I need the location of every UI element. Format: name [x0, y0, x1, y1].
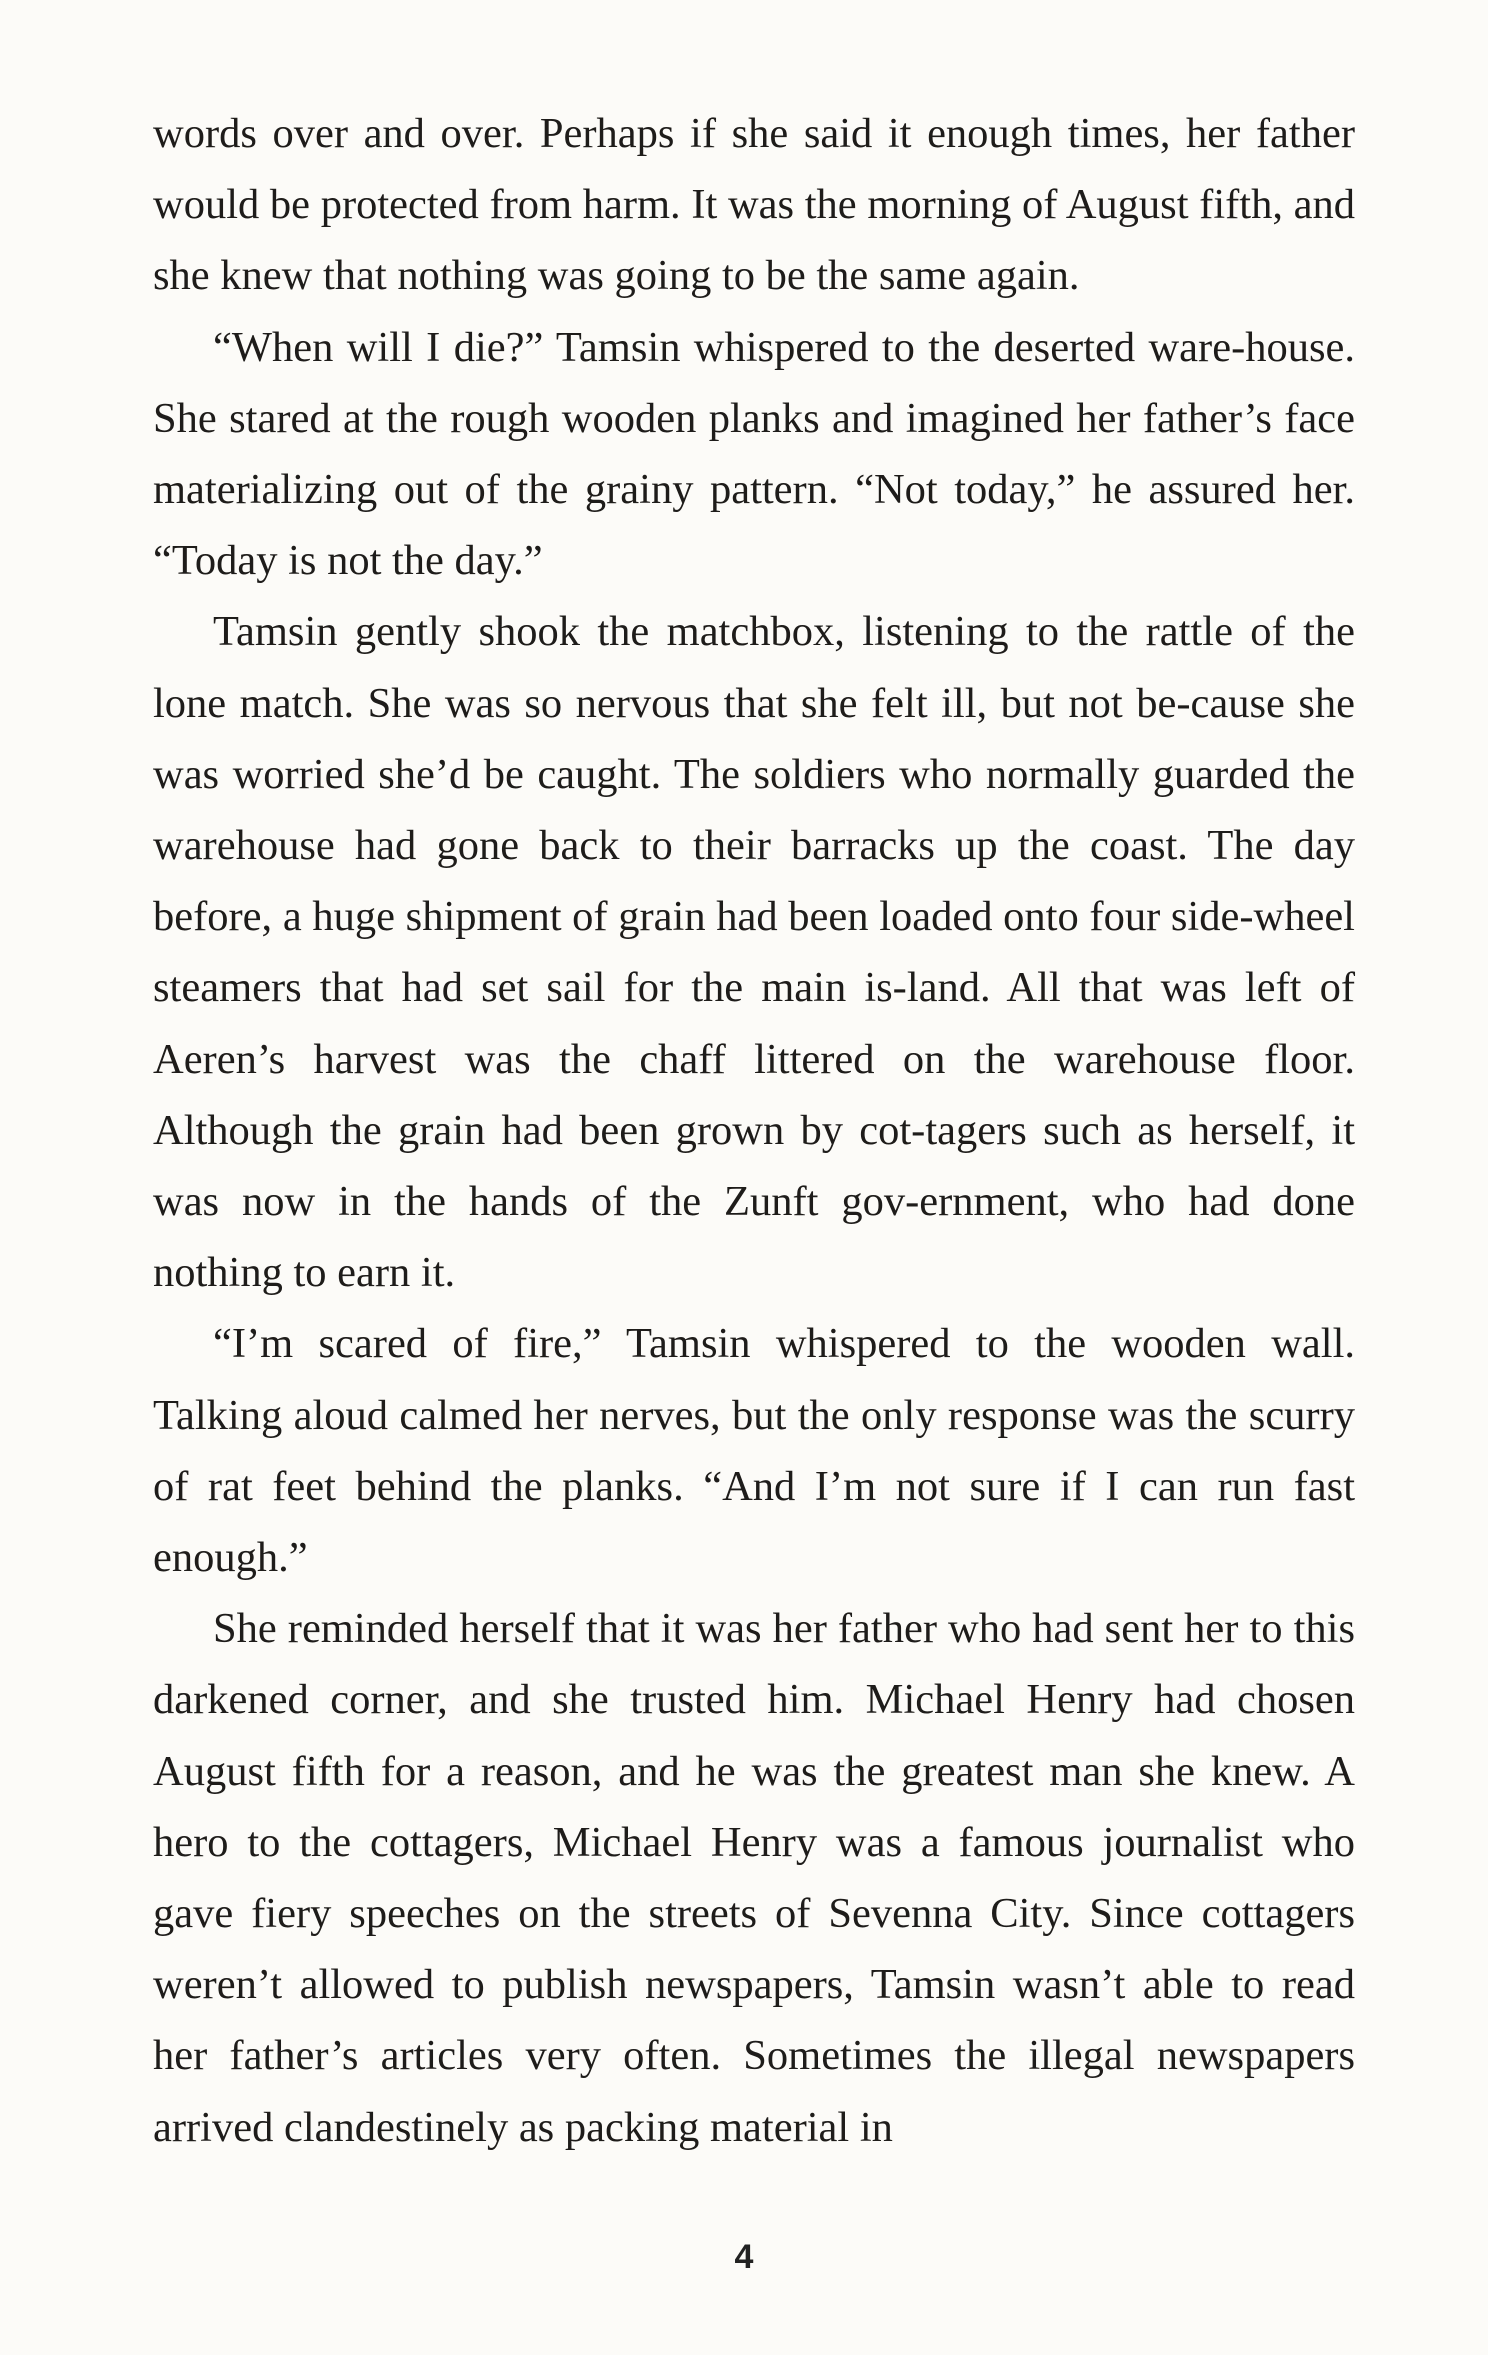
paragraph-5: She reminded herself that it was her father who had sent her to this darkened corner, and she trusted him. Michael Henry had chosen August fifth for a reason, and he was the greatest man she knew. A hero to the cottagers, Michael Henry was a famous journalist who gave fiery speeches on the streets of Sevenna City. Since cottagers weren’t allowed to publish newspapers, Tamsin wasn’t able to read her father’s articles very often. Sometimes the illegal newspapers arrived clandestinely as packing material in	[153, 1605, 1355, 2151]
body-text	[153, 98, 1355, 2163]
paragraph-2: “When will I die?” Tamsin whispered to the deserted ware-house. She stared at the rough wooden planks and imagined her father’s face materializing out of the grainy pattern. “Not today,” he assured her. “Today is not the day.”	[153, 323, 1355, 585]
page-number: 4	[734, 2238, 754, 2276]
paragraph-1: words over and over. Perhaps if she said it enough times, her father would be protected from harm. It was the morning of August fifth, and she knew that nothing was going to be the same again.	[153, 110, 1355, 300]
paragraph-3: Tamsin gently shook the matchbox, listening to the rattle of the lone match. She was so nervous that she felt ill, but not be-cause she was worried she’d be caught. The soldiers who normally guarded the warehouse had gone back to their barracks up the coast. The day before, a huge shipment of grain had been loaded onto four side-wheel steamers that had set sail for the main is-land. All that was left of Aeren’s harvest was the chaff littered on the warehouse floor. Although the grain had been grown by cot-tagers such as herself, it was now in the hands of the Zunft gov-ernment, who had done nothing to earn it.	[153, 608, 1355, 1297]
paragraph-4: “I’m scared of fire,” Tamsin whispered to the wooden wall. Talking aloud calmed her nerves, but the only response was the scurry of rat feet behind the planks. “And I’m not sure if I can run fast enough.”	[153, 1320, 1355, 1582]
